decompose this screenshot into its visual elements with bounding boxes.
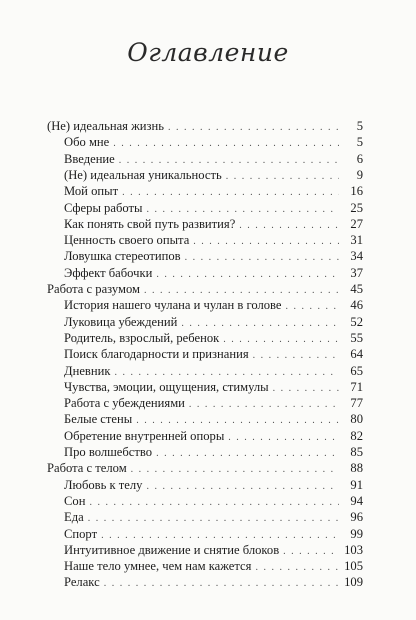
toc-entry-title: Эффект бабочки — [64, 265, 153, 280]
toc-entry-title: (Не) идеальная уникальность — [64, 167, 222, 182]
toc-page-number: 80 — [350, 412, 363, 427]
toc-entry — [64, 542, 363, 558]
toc-entry-title: Ловушка стереотипов — [64, 249, 181, 264]
toc-entry-title: Как понять свой путь развития? — [64, 216, 236, 231]
toc-page-number: 52 — [350, 314, 363, 329]
toc-page-number: 109 — [344, 575, 363, 590]
toc-entry-title: Наше тело умнее, чем нам кажется — [64, 559, 252, 574]
page-title: Оглавление — [127, 38, 289, 67]
toc-entry-title: Дневник — [64, 363, 111, 378]
toc-page-number: 16 — [350, 184, 363, 199]
toc-entry — [64, 200, 363, 216]
toc-entry — [64, 346, 363, 362]
toc-entry-title: Работа с разумом — [47, 282, 140, 296]
toc-entry-title: Спорт — [64, 526, 98, 541]
toc-page-number: 34 — [350, 249, 363, 264]
toc-page-number: 37 — [350, 265, 363, 280]
toc-entry — [64, 444, 363, 460]
toc-page-number: 96 — [350, 510, 363, 525]
toc-entry — [64, 395, 363, 411]
toc-entry — [64, 379, 363, 395]
toc-entry-title: Любовь к телу — [64, 477, 143, 492]
toc-entry — [64, 265, 363, 281]
toc-entry — [64, 526, 363, 542]
toc-chapter — [47, 118, 363, 134]
toc-chapter — [47, 460, 363, 476]
toc-entry-title: Сон — [64, 493, 86, 508]
toc-page-number: 88 — [350, 461, 363, 476]
toc-entry-title: Введение — [64, 151, 115, 166]
toc-page-number: 94 — [350, 493, 363, 508]
toc-page-number: 5 — [356, 119, 363, 133]
toc-entry — [64, 183, 363, 199]
toc-entry — [64, 428, 363, 444]
toc-page-number: 25 — [350, 200, 363, 215]
toc-page-number: 105 — [344, 559, 363, 574]
toc-entry — [64, 248, 363, 264]
toc-entry — [64, 314, 363, 330]
toc-entry-title: Работа с убеждениями — [64, 396, 185, 411]
toc-entry-title: Обо мне — [64, 135, 110, 150]
toc-entry-title: Ценность своего опыта — [64, 233, 190, 248]
toc-entry — [64, 574, 363, 590]
toc-page-number: 65 — [350, 363, 363, 378]
toc-entry — [64, 477, 363, 493]
toc-entry-title: Белые стены — [64, 412, 133, 427]
toc-entry-title: Сферы работы — [64, 200, 143, 215]
toc-entry-title: Поиск благодарности и признания — [64, 347, 249, 362]
toc-entry — [64, 493, 363, 509]
toc-page-number: 55 — [350, 330, 363, 345]
toc-entry — [64, 134, 363, 150]
toc-entry — [64, 509, 363, 525]
toc-entry-title: Родитель, взрослый, ребенок — [64, 330, 220, 345]
toc-chapter — [47, 281, 363, 297]
toc-page-number: 99 — [350, 526, 363, 541]
toc-entry-title: (Не) идеальная жизнь — [47, 119, 165, 133]
toc-entry — [64, 411, 363, 427]
toc-entry-title: История нашего чулана и чулан в голове — [64, 298, 282, 313]
toc-page-number: 91 — [350, 477, 363, 492]
toc-entry-title: Чувства, эмоции, ощущения, стимулы — [64, 379, 269, 394]
toc-entry-title: Работа с телом — [47, 461, 127, 476]
toc-page-number: 85 — [350, 445, 363, 459]
toc-page-number: 5 — [356, 135, 363, 150]
toc-entry — [64, 151, 363, 167]
dot-leader — [104, 576, 338, 592]
toc-entry — [64, 216, 363, 232]
toc-page-number: 46 — [350, 298, 363, 313]
toc-entry — [64, 232, 363, 248]
toc-entry-title: Мой опыт — [64, 184, 119, 199]
toc-entry-title: Луковица убеждений — [64, 314, 178, 329]
toc-entry — [64, 363, 363, 379]
toc-entry-title: Релакс — [64, 575, 100, 590]
toc-entry-title: Еда — [64, 510, 84, 525]
toc-page-number: 71 — [350, 379, 363, 394]
toc-page-number: 27 — [350, 216, 363, 231]
toc-entry-title: Интуитивное движение и снятие блоков — [64, 542, 280, 557]
toc-entry — [64, 558, 363, 574]
toc-entry — [64, 167, 363, 183]
toc-page-number: 82 — [350, 428, 363, 443]
toc-entry-title: Обретение внутренней опоры — [64, 428, 225, 443]
toc-page-number: 31 — [350, 233, 363, 248]
toc-page-number: 103 — [344, 542, 363, 557]
toc-page-number: 6 — [356, 151, 363, 166]
toc-entry — [64, 330, 363, 346]
toc-entry — [64, 297, 363, 313]
toc-entry-title: Про волшебство — [64, 445, 153, 459]
toc-page-number: 64 — [350, 347, 363, 362]
toc-page-number: 77 — [350, 396, 363, 411]
toc-page-number: 45 — [350, 282, 363, 296]
toc-page-number: 9 — [356, 167, 363, 182]
